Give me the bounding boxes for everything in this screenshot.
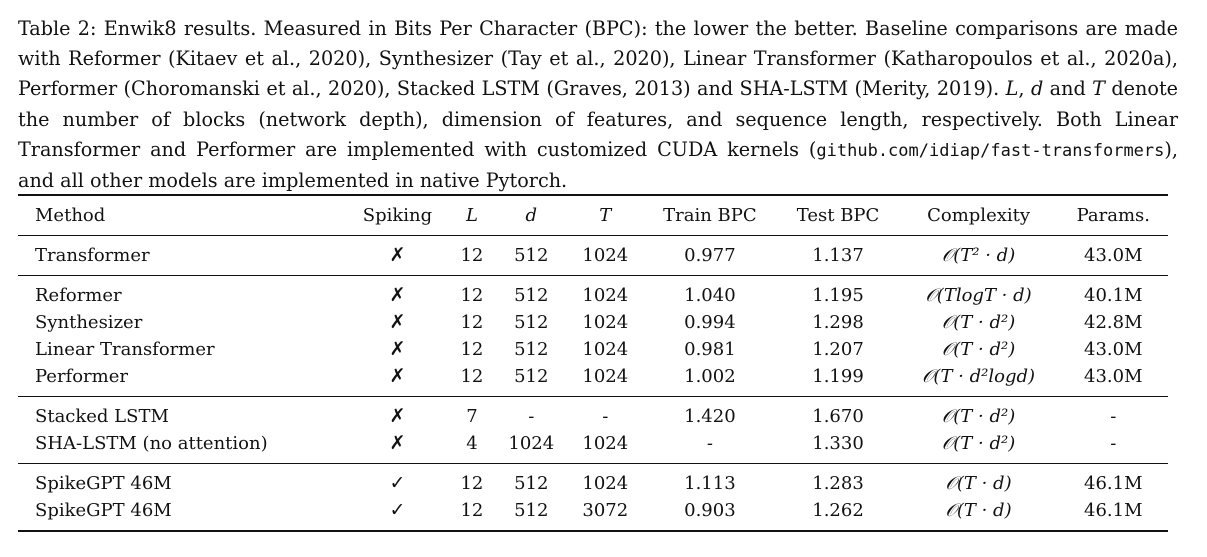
caption-sep: , — [1018, 77, 1031, 101]
cell-method: Stacked LSTM — [35, 406, 169, 427]
cell-params: 46.1M — [1084, 500, 1143, 521]
table-row — [18, 497, 1168, 531]
header-t: T — [599, 205, 612, 226]
cell-d: 512 — [514, 245, 549, 266]
cell-d: 512 — [514, 473, 549, 494]
cell-params: 43.0M — [1084, 245, 1143, 266]
cell-method: SpikeGPT 46M — [35, 473, 172, 494]
cell-t: 1024 — [582, 285, 629, 306]
cell-l: 4 — [466, 433, 478, 454]
caption-label: Table 2: — [18, 17, 97, 40]
cell-complexity: 𝒪(T · d²) — [941, 339, 1016, 360]
cell-t: 1024 — [582, 245, 629, 266]
cell-train-bpc: 0.981 — [684, 339, 736, 360]
cell-d: 512 — [514, 312, 549, 333]
header-spiking: Spiking — [362, 205, 433, 226]
cell-params: 43.0M — [1084, 339, 1143, 360]
cell-params: - — [1110, 406, 1117, 427]
caption-tail: ), and all other models are implemented in native Pytorch. — [18, 137, 1178, 193]
cell-params: 40.1M — [1084, 285, 1143, 306]
table-row — [18, 464, 1168, 498]
header-method: Method — [35, 205, 106, 226]
cell-test-bpc: 1.199 — [812, 366, 864, 387]
cell-spiking: ✓ — [389, 472, 406, 494]
cell-t: 3072 — [582, 500, 629, 521]
cell-d: 512 — [514, 285, 549, 306]
caption-middle: denote the number of blocks (network depth), dimension of features, and sequence length, respectively. Both Linear Transformer and Performer are implemented with customized CUDA kernels ( — [18, 77, 1179, 161]
caption-var-d: d — [1030, 77, 1044, 101]
cell-l: 12 — [460, 500, 484, 521]
caption-and: and — [1043, 77, 1093, 101]
caption-url: github.com/idiap/fast-transformers — [816, 140, 1165, 161]
caption-var-t: T — [1092, 77, 1105, 101]
cell-l: 12 — [460, 245, 484, 266]
cell-complexity: 𝒪(T · d²logd) — [922, 366, 1036, 387]
cell-method: Reformer — [35, 285, 122, 306]
header-train-bpc: Train BPC — [663, 205, 757, 226]
cell-train-bpc: 0.977 — [684, 245, 736, 266]
cell-test-bpc: 1.195 — [812, 285, 864, 306]
cell-spiking: ✗ — [389, 365, 406, 387]
cell-t: 1024 — [582, 312, 629, 333]
cell-d: 1024 — [508, 433, 555, 454]
cell-method: Synthesizer — [35, 312, 143, 333]
cell-method: SHA-LSTM (no attention) — [35, 433, 268, 454]
cell-d: 512 — [514, 339, 549, 360]
cell-method: Performer — [35, 366, 128, 387]
cell-method: SpikeGPT 46M — [35, 500, 172, 521]
cell-test-bpc: 1.330 — [812, 433, 864, 454]
header-params: Params. — [1076, 205, 1150, 226]
cell-test-bpc: 1.262 — [812, 500, 864, 521]
header-d: d — [525, 205, 538, 226]
header-test-bpc: Test BPC — [796, 205, 880, 226]
cell-l: 12 — [460, 339, 484, 360]
cell-complexity: 𝒪(TlogT · d) — [925, 285, 1032, 306]
cell-spiking: ✗ — [389, 244, 406, 266]
cell-t: 1024 — [582, 433, 629, 454]
cell-spiking: ✗ — [389, 311, 406, 333]
caption-lead: Enwik8 results. Measured in Bits Per Character (BPC): the lower the better. Baseline comparisons are made with Reformer (Kitaev et al., 2020), Synthesizer (Tay et al., 2020), Linear Transformer (Katharopoulos et al., 2020a), Performer (Choromanski et al., 2020), Stacked LSTM (Graves, 2013) and SHA-LSTM (Merity, 2019). — [18, 17, 1178, 101]
cell-complexity: 𝒪(T · d²) — [941, 406, 1016, 427]
cell-l: 12 — [460, 473, 484, 494]
table-caption — [18, 14, 1178, 196]
cell-method: Linear Transformer — [35, 339, 215, 360]
cell-train-bpc: - — [706, 433, 713, 454]
header-row — [18, 195, 1168, 236]
table-row — [18, 363, 1168, 397]
cell-complexity: 𝒪(T · d) — [945, 500, 1012, 521]
results-table — [18, 194, 1168, 532]
cell-test-bpc: 1.207 — [812, 339, 864, 360]
cell-test-bpc: 1.137 — [812, 245, 864, 266]
cell-t: - — [602, 406, 609, 427]
cell-t: 1024 — [582, 366, 629, 387]
cell-spiking: ✗ — [389, 405, 406, 427]
cell-complexity: 𝒪(T · d) — [945, 473, 1012, 494]
header-complexity: Complexity — [927, 205, 1031, 226]
header-l: L — [465, 205, 478, 226]
cell-train-bpc: 1.420 — [684, 406, 736, 427]
cell-spiking: ✗ — [389, 338, 406, 360]
cell-t: 1024 — [582, 473, 629, 494]
cell-params: 42.8M — [1084, 312, 1143, 333]
cell-method: Transformer — [35, 245, 150, 266]
cell-train-bpc: 0.994 — [684, 312, 736, 333]
cell-l: 12 — [460, 366, 484, 387]
cell-spiking: ✗ — [389, 284, 406, 306]
cell-params: - — [1110, 433, 1117, 454]
cell-train-bpc: 1.002 — [684, 366, 736, 387]
cell-spiking: ✓ — [389, 499, 406, 521]
cell-complexity: 𝒪(T² · d) — [941, 245, 1016, 266]
cell-d: - — [528, 406, 535, 427]
cell-test-bpc: 1.283 — [812, 473, 864, 494]
cell-d: 512 — [514, 500, 549, 521]
cell-test-bpc: 1.298 — [812, 312, 864, 333]
cell-test-bpc: 1.670 — [812, 406, 864, 427]
cell-l: 12 — [460, 285, 484, 306]
cell-l: 7 — [466, 406, 478, 427]
cell-params: 46.1M — [1084, 473, 1143, 494]
table-row — [18, 430, 1168, 464]
table-row — [18, 309, 1168, 336]
caption-var-l: L — [1005, 77, 1019, 101]
cell-train-bpc: 1.113 — [684, 473, 736, 494]
cell-t: 1024 — [582, 339, 629, 360]
cell-complexity: 𝒪(T · d²) — [941, 312, 1016, 333]
table-row — [18, 397, 1168, 431]
table-row — [18, 276, 1168, 310]
cell-train-bpc: 0.903 — [684, 500, 736, 521]
cell-d: 512 — [514, 366, 549, 387]
table-row — [18, 236, 1168, 276]
cell-spiking: ✗ — [389, 432, 406, 454]
table-row — [18, 336, 1168, 363]
cell-train-bpc: 1.040 — [684, 285, 736, 306]
cell-l: 12 — [460, 312, 484, 333]
cell-complexity: 𝒪(T · d²) — [941, 433, 1016, 454]
cell-params: 43.0M — [1084, 366, 1143, 387]
